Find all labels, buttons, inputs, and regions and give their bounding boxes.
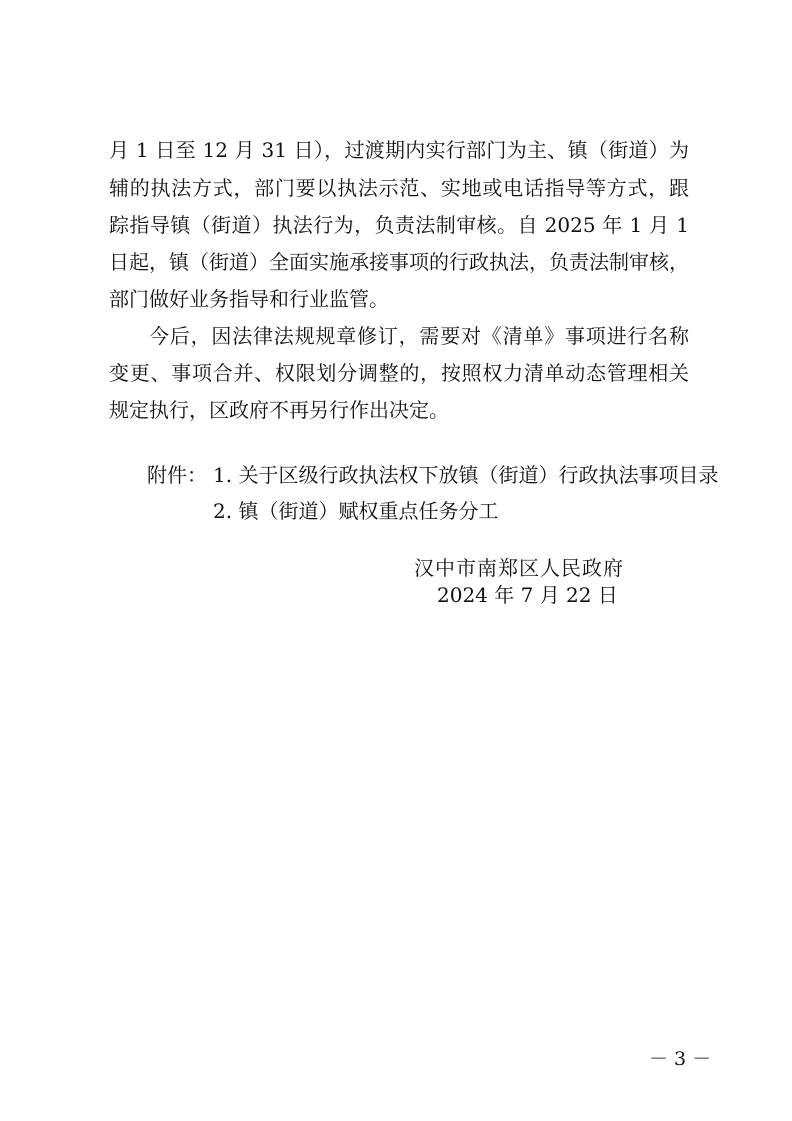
body-line: 规定执行，区政府不再另行作出决定。 <box>109 398 449 422</box>
body-line: 月 1 日至 12 月 31 日），过渡期内实行部门为主、镇（街道）为 <box>109 138 689 162</box>
issuer-name: 汉中市南郑区人民政府 <box>414 556 624 580</box>
attachment-item: 2. 镇（街道）赋权重点任务分工 <box>213 499 499 523</box>
page-number: － 3 － <box>649 1048 712 1070</box>
body-line: 部门做好业务指导和行业监管。 <box>109 287 389 311</box>
issue-date: 2024 年 7 月 22 日 <box>437 583 618 607</box>
body-line: 辅的执法方式，部门要以执法示范、实地或电话指导等方式，跟 <box>109 176 689 200</box>
body-line: 今后，因法律法规规章修订，需要对《清单》事项进行名称 <box>149 324 689 348</box>
attachment-label: 附件： <box>147 463 207 487</box>
body-line: 日起，镇（街道）全面实施承接事项的行政执法，负责法制审核， <box>109 250 689 274</box>
attachment-item: 1. 关于区级行政执法权下放镇（街道）行政执法事项目录 <box>213 463 719 487</box>
body-line: 变更、事项合并、权限划分调整的，按照权力清单动态管理相关 <box>109 361 689 385</box>
body-line: 踪指导镇（街道）执法行为，负责法制审核。自 2025 年 1 月 1 <box>109 213 689 237</box>
